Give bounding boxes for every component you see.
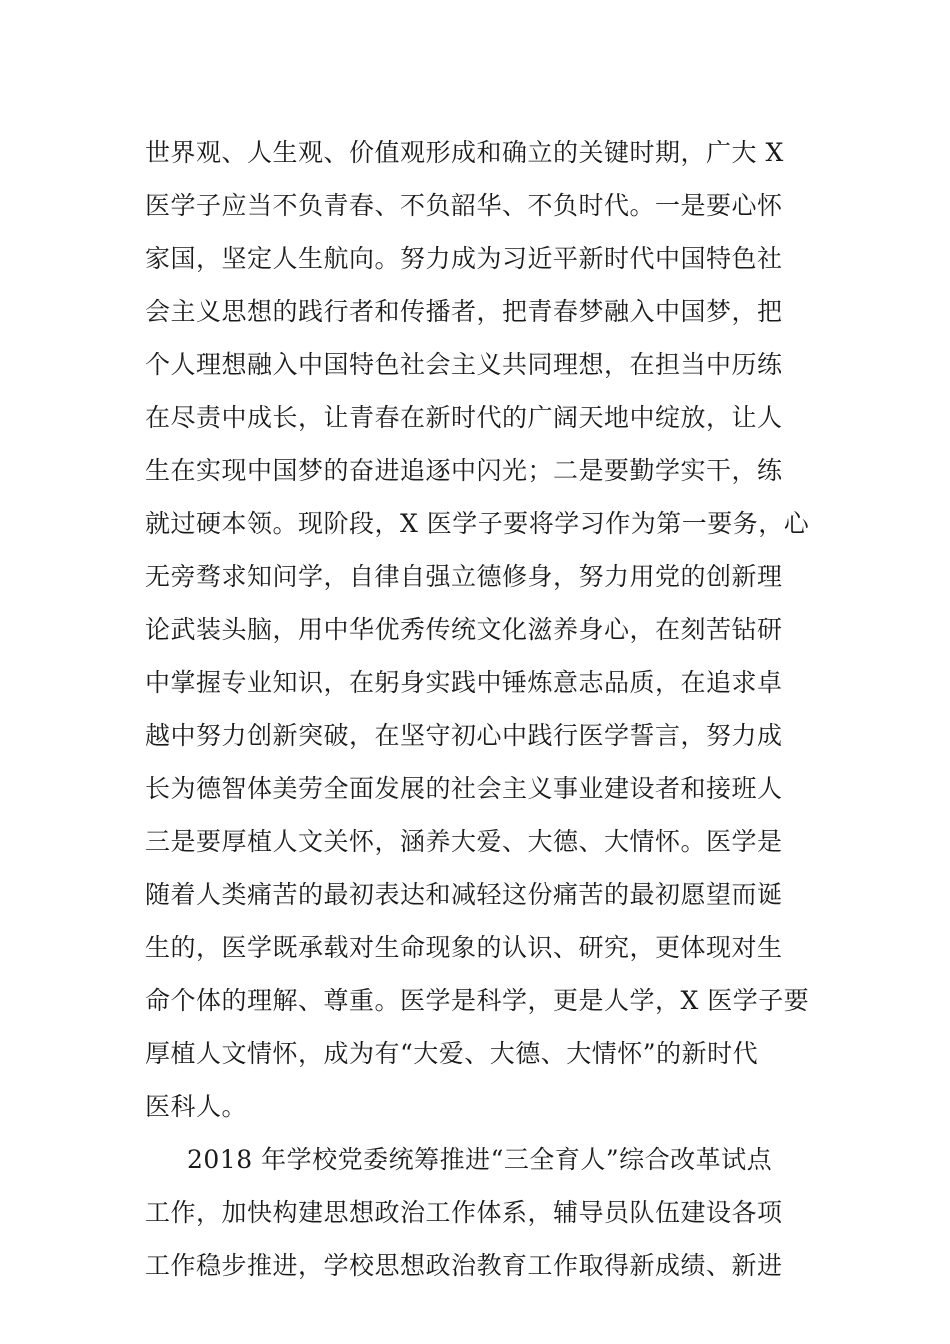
text-line: 长为德智体美劳全面发展的社会主义事业建设者和接班人 bbox=[145, 774, 783, 803]
text-line: 2018 年学校党委统筹推进“三全育人”综合改革试点 bbox=[187, 1145, 773, 1174]
text-line: 会主义思想的践行者和传播者，把青春梦融入中国梦，把 bbox=[145, 297, 783, 326]
text-line: 生的，医学既承载对生命现象的认识、研究，更体现对生 bbox=[145, 933, 783, 962]
text-line: 医科人。 bbox=[145, 1092, 248, 1121]
text-line: 生在实现中国梦的奋进追逐中闪光；二是要勤学实干，练 bbox=[145, 456, 783, 485]
text-line: 中掌握专业知识，在躬身实践中锤炼意志品质，在追求卓 bbox=[145, 668, 783, 697]
text-line: 命个体的理解、尊重。医学是科学，更是人学，X 医学子要 bbox=[145, 986, 810, 1015]
text-line: 世界观、人生观、价值观形成和确立的关键时期，广大 X bbox=[145, 138, 784, 167]
text-line: 无旁骛求知问学，自律自强立德修身，努力用党的创新理 bbox=[145, 562, 783, 591]
paragraph-1 bbox=[145, 126, 815, 1133]
text-line: 医学子应当不负青春、不负韶华、不负时代。一是要心怀 bbox=[145, 191, 783, 220]
body-text bbox=[145, 126, 815, 1292]
text-line: 家国，坚定人生航向。努力成为习近平新时代中国特色社 bbox=[145, 244, 783, 273]
text-line: 厚植人文情怀，成为有“大爱、大德、大情怀”的新时代 bbox=[145, 1039, 759, 1068]
text-line: 随着人类痛苦的最初表达和减轻这份痛苦的最初愿望而诞 bbox=[145, 880, 783, 909]
paragraph-2 bbox=[145, 1133, 815, 1292]
text-line: 工作稳步推进，学校思想政治教育工作取得新成绩、新进 bbox=[145, 1251, 783, 1280]
text-line: 越中努力创新突破，在坚守初心中践行医学誓言，努力成 bbox=[145, 721, 783, 750]
text-line: 三是要厚植人文关怀，涵养大爱、大德、大情怀。医学是 bbox=[145, 827, 783, 856]
text-line: 个人理想融入中国特色社会主义共同理想，在担当中历练 bbox=[145, 350, 783, 379]
text-line: 在尽责中成长，让青春在新时代的广阔天地中绽放，让人 bbox=[145, 403, 783, 432]
text-line: 就过硬本领。现阶段，X 医学子要将学习作为第一要务，心 bbox=[145, 509, 810, 538]
text-line: 工作，加快构建思想政治工作体系，辅导员队伍建设各项 bbox=[145, 1198, 783, 1227]
text-line: 论武装头脑，用中华优秀传统文化滋养身心，在刻苦钻研 bbox=[145, 615, 783, 644]
